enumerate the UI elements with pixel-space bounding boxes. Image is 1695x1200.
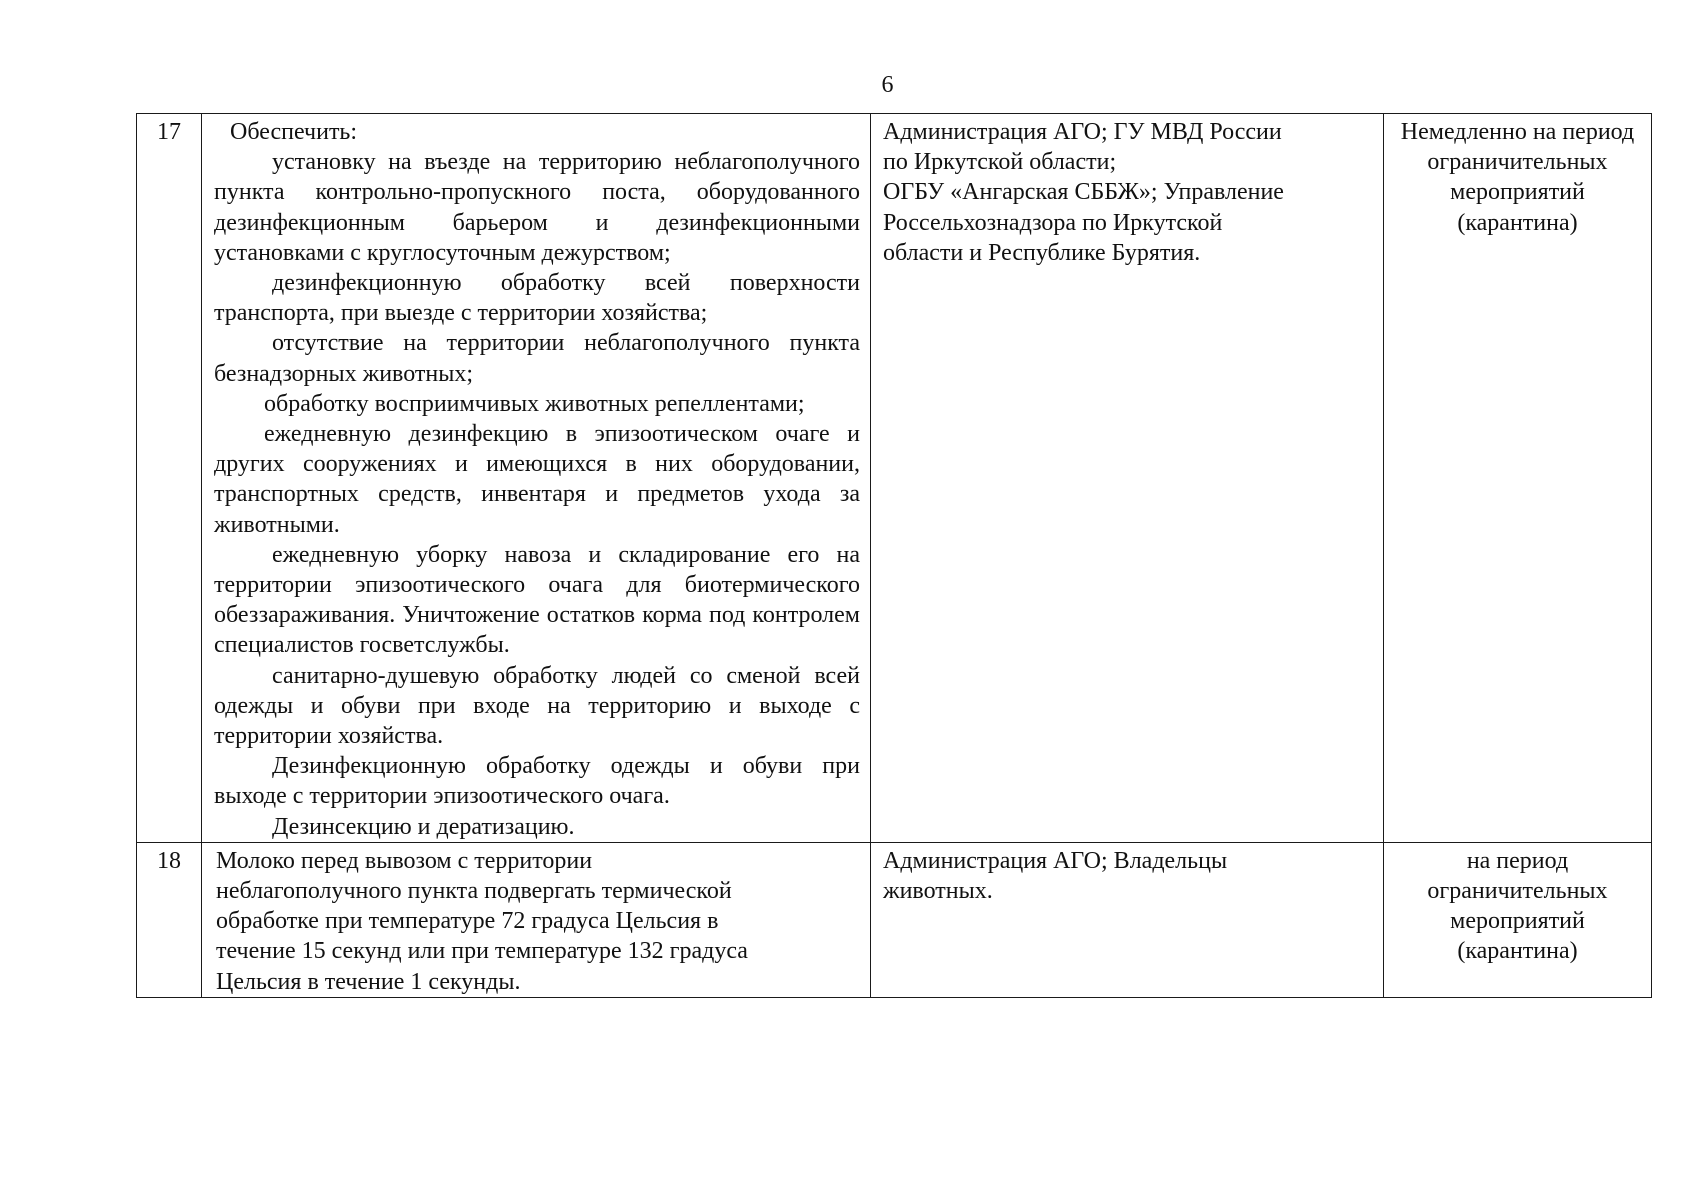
measure-line: неблагополучного пункта подвергать термической <box>216 878 732 905</box>
measure-line: Цельсия в течение 1 секунды. <box>216 968 521 995</box>
measure-paragraph: Дезинсекцию и дератизацию. <box>272 813 575 840</box>
responsible-line: по Иркутской области; <box>883 149 1117 176</box>
measure-paragraph: ежедневную уборку навоза и складирование его на территории эпизоотического очага для биотермического обеззараживания. Уничтожение остатков корма под контролем специалистов госветслужбы. <box>214 541 860 659</box>
measure-line: Молоко перед вывозом с территории <box>216 847 593 874</box>
term-line: мероприятий <box>1450 908 1585 935</box>
term-line: Немедленно на период <box>1400 119 1635 145</box>
responsible-line: ОГБУ «Ангарская СББЖ»; Управление <box>883 179 1284 206</box>
measure-paragraph: установку на въезде на территорию неблагополучного пункта контрольно-пропускного поста, оборудованного дезинфекционным барьером и дезинфекционными установками с круглосуточным дежурством; <box>214 149 860 266</box>
term-line: (карантина) <box>1457 209 1578 236</box>
responsible-line: животных. <box>883 878 993 905</box>
table-row-18 <box>137 842 1652 997</box>
responsible-cell <box>871 842 1384 997</box>
measure-paragraph: дезинфекционную обработку всей поверхности транспорта, при выезде с территории хозяйства; <box>214 270 860 327</box>
responsible-line: Россельхознадзора по Иркутской <box>883 209 1223 236</box>
responsible-line: Администрация АГО; Владельцы <box>883 847 1228 874</box>
page-number: 6 <box>881 72 894 98</box>
responsible-cell <box>871 114 1384 843</box>
measure-text-cell <box>202 114 871 843</box>
responsible-line: области и Республике Бурятия. <box>883 239 1201 266</box>
table-row-17 <box>137 114 1652 843</box>
measure-line: течение 15 секунд или при температуре 132 градуса <box>216 938 748 965</box>
responsible-line: Администрация АГО; ГУ МВД России <box>883 119 1282 145</box>
term-cell <box>1384 842 1652 997</box>
measure-line: обработке при температуре 72 градуса Цельсия в <box>216 908 719 935</box>
row-number: 18 <box>137 842 202 997</box>
measures-table <box>136 113 1652 998</box>
term-line: ограничительных <box>1427 149 1608 176</box>
term-line: на период <box>1466 847 1569 874</box>
measure-paragraph: обработку восприимчивых животных репеллентами; <box>264 390 805 417</box>
term-line: ограничительных <box>1427 878 1608 905</box>
row-number: 17 <box>137 114 202 843</box>
term-line: (карантина) <box>1457 938 1578 965</box>
measure-lead: Обеспечить: <box>230 119 358 145</box>
term-cell <box>1384 114 1652 843</box>
measure-text-cell <box>202 842 871 997</box>
measure-paragraph: ежедневную дезинфекцию в эпизоотическом очаге и других сооружениях и имеющихся в них оборудовании, транспортных средств, инвентаря и предметов ухода за животными. <box>214 421 860 538</box>
measure-paragraph: Дезинфекционную обработку одежды и обуви при выходе с территории эпизоотического очага. <box>214 753 860 810</box>
measure-paragraph: санитарно-душевую обработку людей со сменой всей одежды и обуви при входе на территорию и выходе с территории хозяйства. <box>214 662 860 750</box>
measure-paragraph: отсутствие на территории неблагополучного пункта безнадзорных животных; <box>214 330 860 387</box>
term-line: мероприятий <box>1450 179 1585 206</box>
